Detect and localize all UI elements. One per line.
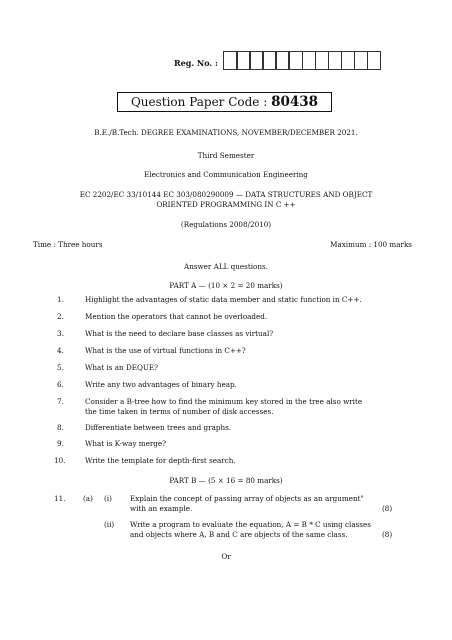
question-number: 5. (57, 363, 64, 372)
question-number: 8. (57, 423, 64, 432)
or-separator: Or (221, 552, 231, 561)
sub-question-ii-line-1: Write a program to evaluate the equation, A = B * C using classes (130, 520, 371, 529)
reg-no-digit-box[interactable] (328, 51, 342, 70)
question-text: What is an DEQUE? (85, 363, 159, 372)
question-paper-code-box (117, 92, 332, 112)
sub-question-i-line-2: with an example. (130, 504, 193, 513)
option-label-a: (a) (83, 494, 93, 503)
question-text: Differentiate between trees and graphs. (85, 423, 232, 432)
reg-no-digit-box[interactable] (341, 51, 355, 70)
subject-line-2: ORIENTED PROGRAMMING IN C ++ (156, 200, 296, 209)
question-text: Mention the operators that cannot be overloaded. (85, 312, 268, 321)
exam-title: B.E./B.Tech. DEGREE EXAMINATIONS, NOVEMBER/DECEMBER 2021. (94, 128, 358, 137)
reg-no-boxes (224, 51, 381, 70)
question-paper-code-number: 80438 (271, 94, 319, 110)
instruction: Answer ALL questions. (184, 262, 268, 271)
question-number: 10. (54, 456, 66, 465)
department: Electronics and Communication Engineering (144, 170, 308, 179)
sub-question-label-i: (i) (104, 494, 112, 503)
question-text: What is the use of virtual functions in C++? (85, 346, 246, 355)
question-text: Write any two advantages of binary heap. (85, 380, 237, 389)
reg-no-digit-box[interactable] (315, 51, 329, 70)
time-allowed: Time : Three hours (33, 240, 103, 249)
reg-no-label: Reg. No. : (174, 58, 218, 68)
reg-no-digit-box[interactable] (354, 51, 368, 70)
reg-no-digit-box[interactable] (250, 51, 264, 70)
reg-no-digit-box[interactable] (302, 51, 316, 70)
sub-question-ii-marks: (8) (382, 530, 393, 539)
sub-question-label-ii: (ii) (104, 520, 115, 529)
reg-no-digit-box[interactable] (367, 51, 381, 70)
question-text-line-1: Consider a B-tree how to find the minimum key stored in the tree also write (85, 397, 363, 406)
reg-no-digit-box[interactable] (223, 51, 237, 70)
reg-no-digit-box[interactable] (263, 51, 277, 70)
question-number: 3. (57, 329, 64, 338)
question-text: What is K-way merge? (85, 439, 167, 448)
question-number: 11. (54, 494, 66, 503)
question-number: 7. (57, 397, 64, 406)
question-number: 6. (57, 380, 64, 389)
part-b-heading: PART B — (5 × 16 = 80 marks) (169, 476, 283, 485)
sub-question-ii-line-2: and objects where A, B and C are objects of the same class. (130, 530, 348, 539)
question-number: 4. (57, 346, 64, 355)
question-number: 1. (57, 295, 64, 304)
question-number: 2. (57, 312, 64, 321)
semester: Third Semester (197, 151, 255, 160)
subject-line-1: EC 2202/EC 33/10144 EC 303/080290009 — DATA STRUCTURES AND OBJECT (79, 190, 373, 199)
reg-no-digit-box[interactable] (237, 51, 251, 70)
regulations: (Regulations 2008/2010) (180, 220, 272, 229)
question-text: What is the need to declare base classes as virtual? (85, 329, 274, 338)
reg-no-digit-box[interactable] (276, 51, 290, 70)
reg-no-digit-box[interactable] (289, 51, 303, 70)
question-text-line-2: the time taken in terms of number of disk accesses. (85, 407, 274, 416)
sub-question-i-marks: (8) (382, 504, 393, 513)
maximum-marks: Maximum : 100 marks (330, 240, 412, 249)
question-text: Highlight the advantages of static data member and static function in C++. (85, 295, 362, 304)
question-paper-code-label: Question Paper Code : (130, 95, 272, 109)
question-text: Write the template for depth-first search. (85, 456, 236, 465)
sub-question-i-line-1: Explain the concept of passing array of objects as an argument" (130, 494, 364, 503)
question-number: 9. (57, 439, 64, 448)
part-a-heading: PART A — (10 × 2 = 20 marks) (169, 281, 283, 290)
